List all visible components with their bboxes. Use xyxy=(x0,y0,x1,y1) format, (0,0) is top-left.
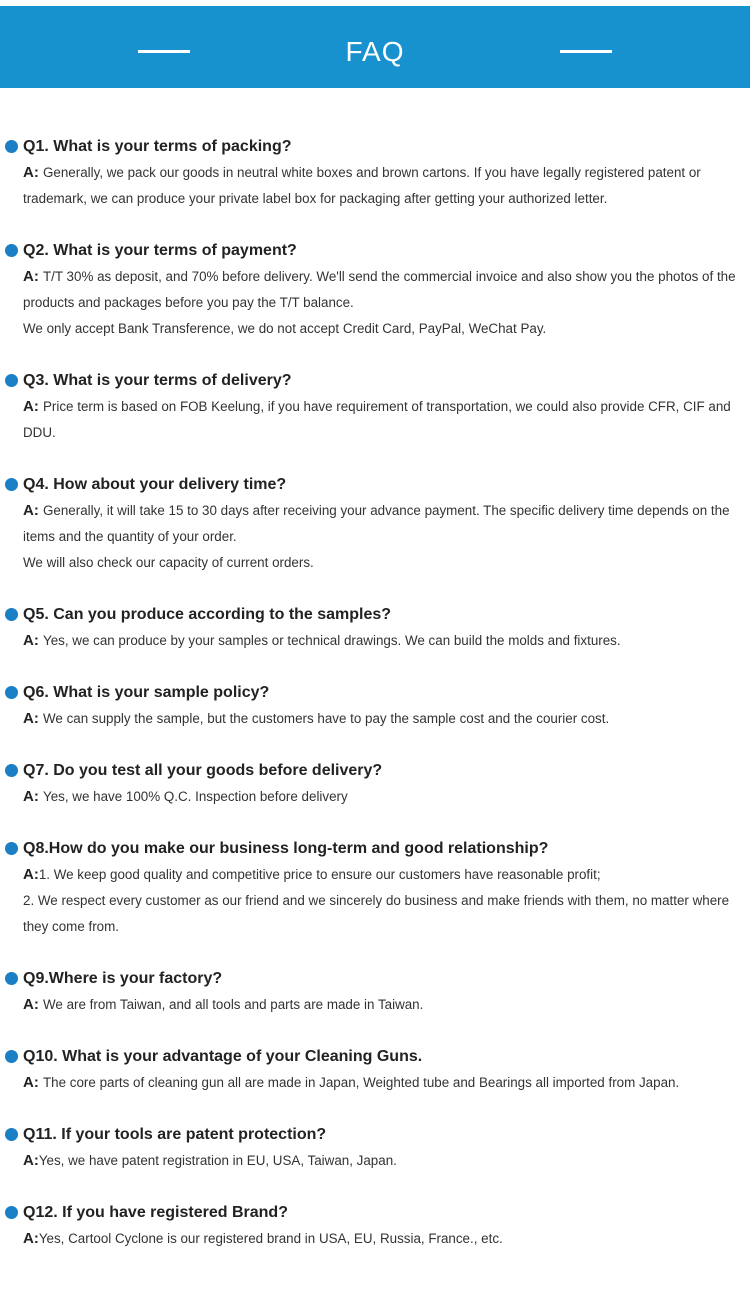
answer-text: Generally, it will take 15 to 30 days after receiving your advance payment. The specific delivery time depends on the items and the quantity of your order. xyxy=(23,503,730,544)
faq-answer xyxy=(23,1226,741,1252)
bullet-dot-icon xyxy=(5,374,18,387)
answer-text: We are from Taiwan, and all tools and parts are made in Taiwan. xyxy=(43,997,424,1012)
faq-question: Q2. What is your terms of payment? xyxy=(23,242,297,259)
faq-answer xyxy=(23,628,741,654)
answer-label: A: xyxy=(23,866,39,883)
bullet-dot-icon xyxy=(5,478,18,491)
faq-answer xyxy=(23,394,741,446)
bullet-dot-icon xyxy=(5,244,18,257)
answer-text: We will also check our capacity of current orders. xyxy=(23,555,314,570)
answer-label: A: xyxy=(23,1230,39,1247)
bullet-dot-icon xyxy=(5,1206,18,1219)
answer-label: A: xyxy=(23,632,43,649)
faq-question: Q7. Do you test all your goods before delivery? xyxy=(23,762,383,779)
answer-label: A: xyxy=(23,788,43,805)
bullet-dot-icon xyxy=(5,686,18,699)
faq-answer xyxy=(23,992,741,1018)
answer-label: A: xyxy=(23,1074,43,1091)
answer-text: Yes, we have patent registration in EU, USA, Taiwan, Japan. xyxy=(38,1153,397,1168)
faq-answer xyxy=(23,706,741,732)
answer-text: 2. We respect every customer as our friend and we sincerely do business and make friends with them, no matter where they come from. xyxy=(23,893,730,934)
answer-text: We can supply the sample, but the customers have to pay the sample cost and the courier cost. xyxy=(43,711,610,726)
faq-question: Q4. How about your delivery time? xyxy=(23,476,287,493)
faq-question: Q8.How do you make our business long-term and good relationship? xyxy=(23,840,549,857)
answer-label: A: xyxy=(23,1152,39,1169)
bullet-dot-icon xyxy=(5,140,18,153)
faq-question: Q11. If your tools are patent protection? xyxy=(23,1126,327,1143)
answer-label: A: xyxy=(23,502,43,519)
answer-text: Generally, we pack our goods in neutral white boxes and brown cartons. If you have legally registered patent or trademark, we can produce your private label box for packaging after getting your authorized letter. xyxy=(23,165,701,206)
faq-answer xyxy=(23,862,741,940)
bullet-dot-icon xyxy=(5,842,18,855)
answer-text: 1. We keep good quality and competitive price to ensure our customers have reasonable profit; xyxy=(38,867,601,882)
faq-answer xyxy=(23,498,741,576)
faq-question: Q5. Can you produce according to the samples? xyxy=(23,606,392,623)
page-title: FAQ xyxy=(345,36,405,67)
answer-text: Yes, we have 100% Q.C. Inspection before delivery xyxy=(43,789,348,804)
banner-right-line xyxy=(560,50,612,53)
answer-text: The core parts of cleaning gun all are made in Japan, Weighted tube and Bearings all imported from Japan. xyxy=(43,1075,680,1090)
answer-label: A: xyxy=(23,398,43,415)
bullet-dot-icon xyxy=(5,972,18,985)
answer-text: Yes, Cartool Cyclone is our registered brand in USA, EU, Russia, France., etc. xyxy=(38,1231,503,1246)
faq-question: Q12. If you have registered Brand? xyxy=(23,1204,288,1221)
answer-label: A: xyxy=(23,268,43,285)
bullet-dot-icon xyxy=(5,764,18,777)
answer-text: Yes, we can produce by your samples or technical drawings. We can build the molds and fixtures. xyxy=(43,633,621,648)
faq-question: Q10. What is your advantage of your Cleaning Guns. xyxy=(23,1048,423,1065)
answer-text: Price term is based on FOB Keelung, if you have requirement of transportation, we could also provide CFR, CIF and DDU. xyxy=(23,399,731,440)
faq-question: Q6. What is your sample policy? xyxy=(23,684,270,701)
faq-answer xyxy=(23,1148,741,1174)
answer-text: T/T 30% as deposit, and 70% before delivery. We'll send the commercial invoice and also show you the photos of the products and packages before you pay the T/T balance. xyxy=(23,269,736,310)
answer-text: We only accept Bank Transference, we do not accept Credit Card, PayPal, WeChat Pay. xyxy=(23,321,547,336)
faq-question: Q3. What is your terms of delivery? xyxy=(23,372,292,389)
faq-answer xyxy=(23,784,741,810)
answer-label: A: xyxy=(23,164,43,181)
faq-banner xyxy=(0,6,750,88)
faq-answer xyxy=(23,264,741,342)
faq-answer xyxy=(23,1070,741,1096)
answer-label: A: xyxy=(23,996,43,1013)
bullet-dot-icon xyxy=(5,1050,18,1063)
faq-question: Q1. What is your terms of packing? xyxy=(23,138,292,155)
bullet-dot-icon xyxy=(5,1128,18,1141)
faq-answer xyxy=(23,160,741,212)
answer-label: A: xyxy=(23,710,43,727)
bullet-dot-icon xyxy=(5,608,18,621)
faq-question: Q9.Where is your factory? xyxy=(23,970,223,987)
